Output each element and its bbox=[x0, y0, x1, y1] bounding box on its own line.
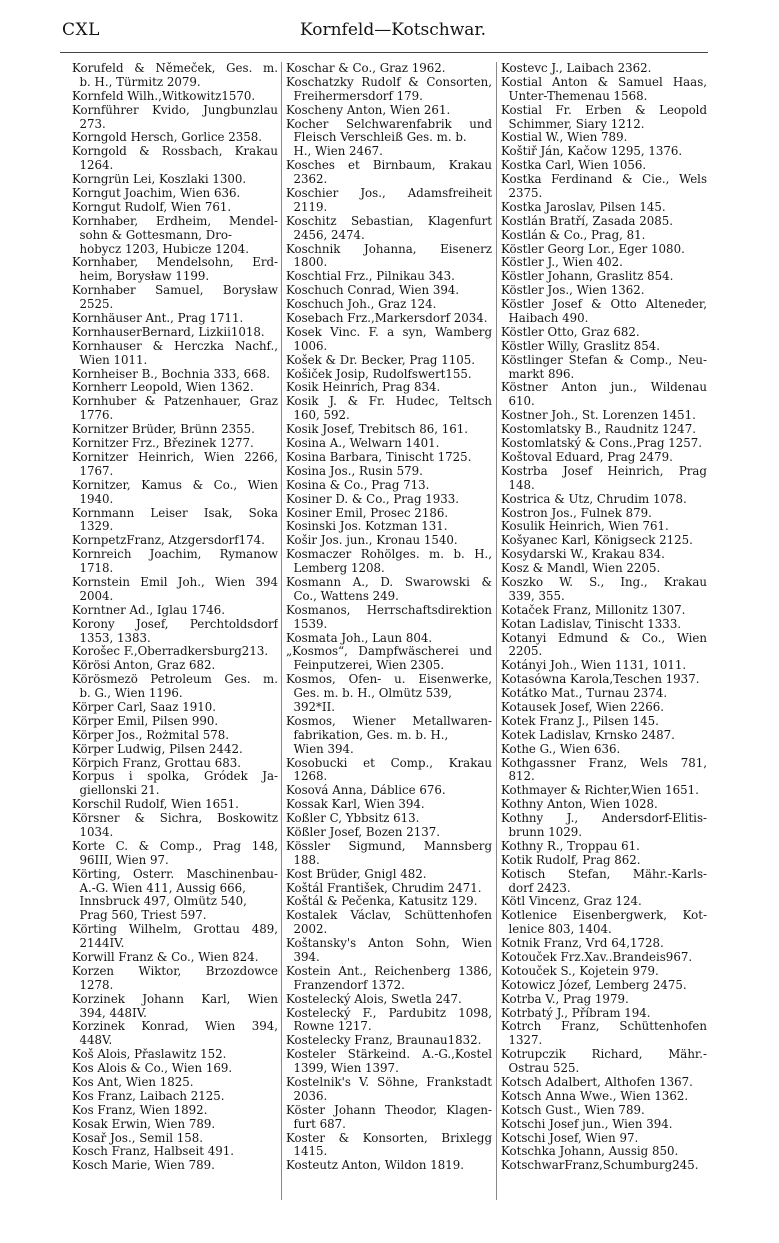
directory-line: KornpetzFranz, Atzgersdorf174. bbox=[72, 534, 265, 548]
directory-line: Kotrba V., Prag 1979. bbox=[501, 992, 629, 1006]
directory-line: 1767. bbox=[72, 464, 114, 478]
directory-line: Kostial Anton & Samuel Haas, bbox=[501, 75, 707, 89]
directory-line: b. G., Wien 1196. bbox=[72, 687, 183, 701]
directory-line: 1329. bbox=[72, 520, 114, 534]
directory-line: Koš Alois, Přaslawitz 152. bbox=[72, 1048, 227, 1062]
directory-line: Kosová Anna, Dáblice 676. bbox=[286, 784, 446, 798]
directory-line: dorf 2423. bbox=[501, 881, 571, 895]
directory-line: Kost Brüder, Gnigl 482. bbox=[286, 867, 427, 881]
directory-line: Kornhauser & Herczka Nachf., bbox=[72, 339, 278, 353]
directory-line: Kotsch Gust., Wien 789. bbox=[501, 1103, 645, 1117]
directory-line: Kosik Heinrich, Prag 834. bbox=[286, 381, 441, 395]
directory-line: Franzendorf 1372. bbox=[286, 978, 405, 992]
directory-line: Köstler Jos., Wien 1362. bbox=[501, 284, 645, 298]
directory-line: Körper Emil, Pilsen 990. bbox=[72, 714, 219, 728]
directory-line: Kostalek Václav, Schüttenhofen bbox=[286, 909, 492, 923]
directory-line: Kothe G., Wien 636. bbox=[501, 742, 621, 756]
directory-line: Kosmann A., D. Swarowski & bbox=[286, 575, 492, 589]
directory-line: Innsbruck 497, Olmütz 540, bbox=[72, 895, 247, 909]
directory-line: Kotouček S., Kojetein 979. bbox=[501, 964, 659, 978]
directory-line: Koszko W. S., Ing., Krakau bbox=[501, 575, 707, 589]
directory-line: Kosebach Frz.,Markersdorf 2034. bbox=[286, 312, 488, 326]
directory-line: Kosik Josef, Trebitsch 86, 161. bbox=[286, 423, 468, 437]
directory-line: Koschitz Sebastian, Klagenfurt bbox=[286, 214, 492, 228]
directory-line: Kostner Joh., St. Lorenzen 1451. bbox=[501, 409, 696, 423]
directory-line: Kosina & Co., Prag 713. bbox=[286, 478, 430, 492]
directory-line: 1327. bbox=[501, 1034, 543, 1048]
directory-line: 2375. bbox=[501, 187, 543, 201]
directory-line: Fleisch Verschleiß Ges. m. b. bbox=[286, 131, 467, 145]
directory-line: Freihermersdorf 179. bbox=[286, 89, 423, 103]
directory-line: Kotrch Franz, Schüttenhofen bbox=[501, 1020, 707, 1034]
directory-line: Kothgassner Franz, Wels 781, bbox=[501, 756, 707, 770]
directory-line: Kornitzer Heinrich, Wien 2266, bbox=[72, 450, 278, 464]
directory-line: Kotek Ladislav, Krnsko 2487. bbox=[501, 728, 675, 742]
directory-line: 392*II. bbox=[286, 700, 335, 714]
directory-line: Rowne 1217. bbox=[286, 1020, 372, 1034]
directory-line: Kothny R., Troppau 61. bbox=[501, 839, 640, 853]
directory-line: giellonski 21. bbox=[72, 784, 160, 798]
directory-line: Kostelecky Franz, Braunau1832. bbox=[286, 1034, 482, 1048]
directory-line: Feinputzerei, Wien 2305. bbox=[286, 659, 445, 673]
directory-line: 394, 448IV. bbox=[72, 1006, 147, 1020]
directory-line: Kotlenice Eisenbergwerk, Kot- bbox=[501, 909, 707, 923]
directory-line: Kos Ant, Wien 1825. bbox=[72, 1076, 194, 1090]
directory-line: Kosteler Stärkeind. A.-G.,Kostel bbox=[286, 1048, 492, 1062]
directory-line: 96III, Wien 97. bbox=[72, 853, 169, 867]
directory-line: Kornfeld Wilh.,Witkowitz1570. bbox=[72, 89, 256, 103]
directory-line: A.-G. Wien 411, Aussig 666, bbox=[72, 881, 246, 895]
directory-line: Schimmer, Siary 1212. bbox=[501, 117, 645, 131]
directory-line: Kornhuber & Patzenhauer, Graz bbox=[72, 395, 278, 409]
directory-line: Košiček Josip, Rudolfswert155. bbox=[286, 367, 472, 381]
directory-line: sohn & Gottesmann, Dro- bbox=[72, 228, 232, 242]
directory-line: Kornitzer Frz., Březinek 1277. bbox=[72, 437, 254, 451]
directory-line: 1539. bbox=[286, 617, 328, 631]
column-1 bbox=[72, 62, 278, 1212]
directory-line: Körösi Anton, Graz 682. bbox=[72, 659, 216, 673]
column-3 bbox=[501, 62, 707, 1212]
directory-line: hobycz 1203, Hubicze 1204. bbox=[72, 242, 250, 256]
directory-line: Korte C. & Comp., Prag 148, bbox=[72, 839, 278, 853]
directory-line: Kossak Karl, Wien 394. bbox=[286, 798, 425, 812]
directory-line: Koštoval Eduard, Prag 2479. bbox=[501, 450, 673, 464]
directory-line: 1415. bbox=[286, 1145, 328, 1159]
directory-line: Körösmezö Petroleum Ges. m. bbox=[72, 673, 278, 687]
directory-line: Kotrupczik Richard, Mähr.- bbox=[501, 1048, 707, 1062]
directory-line: Kosches et Birnbaum, Krakau bbox=[286, 159, 492, 173]
directory-line: Kötl Vincenz, Graz 124. bbox=[501, 895, 642, 909]
directory-line: Köster Johann Theodor, Klagen- bbox=[286, 1103, 492, 1117]
header-rule bbox=[60, 52, 708, 53]
directory-line: Unter-Themenau 1568. bbox=[501, 89, 648, 103]
directory-line: Kosmos, Wiener Metallwaren- bbox=[286, 714, 492, 728]
directory-line: Kosař Jos., Semil 158. bbox=[72, 1131, 204, 1145]
directory-line: Kornhaber, Mendelsohn, Erd- bbox=[72, 256, 278, 270]
directory-line: Kosobucki et Comp., Krakau bbox=[286, 756, 492, 770]
directory-line: Kothny Anton, Wien 1028. bbox=[501, 798, 658, 812]
directory-line: 448V. bbox=[72, 1034, 113, 1048]
directory-line: 1718. bbox=[72, 562, 114, 576]
directory-line: 2205. bbox=[501, 645, 543, 659]
directory-line: Kornhaber, Erdheim, Mendel- bbox=[72, 214, 278, 228]
directory-line: Kotaček Franz, Millonitz 1307. bbox=[501, 603, 686, 617]
directory-line: Köstner Anton jun., Wildenau bbox=[501, 381, 707, 395]
directory-line: Kosinski Jos. Kotzman 131. bbox=[286, 520, 448, 534]
directory-line: 148. bbox=[501, 478, 535, 492]
directory-line: 339, 355. bbox=[501, 589, 565, 603]
directory-line: Kornmann Leiser Isak, Soka bbox=[72, 506, 278, 520]
directory-line: Wien 394. bbox=[286, 742, 354, 756]
directory-line: Kotsch Adalbert, Althofen 1367. bbox=[501, 1076, 693, 1090]
directory-line: Kostlán & Co., Prag, 81. bbox=[501, 228, 646, 242]
directory-line: Kos Franz, Laibach 2125. bbox=[72, 1089, 225, 1103]
directory-line: 2002. bbox=[286, 923, 328, 937]
directory-line: Kotányi Joh., Wien 1131, 1011. bbox=[501, 659, 687, 673]
page-number: CXL bbox=[62, 20, 100, 40]
directory-line: Kosina Barbara, Tinischt 1725. bbox=[286, 450, 472, 464]
directory-line: Kothny J., Andersdorf-Elitis- bbox=[501, 812, 707, 826]
directory-line: Körpich Franz, Grottau 683. bbox=[72, 756, 241, 770]
directory-line: Koschuch Conrad, Wien 394. bbox=[286, 284, 460, 298]
directory-line: Kosmanos, Herrschaftsdirektion bbox=[286, 603, 492, 617]
directory-line: Korschil Rudolf, Wien 1651. bbox=[72, 798, 239, 812]
directory-line: Köstler J., Wien 402. bbox=[501, 256, 623, 270]
directory-line: 160, 592. bbox=[286, 409, 350, 423]
directory-line: Kotan Ladislav, Tinischt 1333. bbox=[501, 617, 682, 631]
directory-line: Kornreich Joachim, Rymanow bbox=[72, 548, 278, 562]
directory-line: Kostka Carl, Wien 1056. bbox=[501, 159, 647, 173]
page-header bbox=[0, 20, 779, 44]
directory-line: Körting, Österr. Maschinenbau- bbox=[72, 867, 278, 881]
directory-line: 1776. bbox=[72, 409, 114, 423]
directory-line: Kosiner D. & Co., Prag 1933. bbox=[286, 492, 460, 506]
directory-line: Kostevc J., Laibach 2362. bbox=[501, 62, 652, 75]
directory-line: Kotowicz Józef, Lemberg 2475. bbox=[501, 978, 687, 992]
directory-line: Kostein Ant., Reichenberg 1386, bbox=[286, 964, 492, 978]
directory-line: b. H., Türmitz 2079. bbox=[72, 75, 201, 89]
directory-line: Kotschi Josef jun., Wien 394. bbox=[501, 1117, 673, 1131]
directory-line: Kocher Selchwarenfabrik und bbox=[286, 117, 492, 131]
directory-line: 610. bbox=[501, 395, 535, 409]
directory-line: Korzen Wiktor, Brzozdowce bbox=[72, 964, 278, 978]
running-title: Kornfeld—Kotschwar. bbox=[300, 20, 487, 40]
directory-line: 1006. bbox=[286, 339, 328, 353]
directory-line: brunn 1029. bbox=[501, 825, 583, 839]
directory-line: Korntner Ad., Iglau 1746. bbox=[72, 603, 226, 617]
directory-line: Kostomlatský & Cons.,Prag 1257. bbox=[501, 437, 703, 451]
directory-line: Košir Jos. jun., Kronau 1540. bbox=[286, 534, 458, 548]
directory-line: Kornhäuser Ant., Prag 1711. bbox=[72, 312, 244, 326]
directory-line: Kosek Vinc. F. a syn, Wamberg bbox=[286, 325, 492, 339]
directory-line: Köstler Otto, Graz 682. bbox=[501, 325, 640, 339]
directory-line: Kos Franz, Wien 1892. bbox=[72, 1103, 208, 1117]
directory-line: Körsner & Sichra, Boskowitz bbox=[72, 812, 278, 826]
directory-line: Kotasówna Karola,Teschen 1937. bbox=[501, 673, 700, 687]
directory-line: Kostka Jaroslav, Pilsen 145. bbox=[501, 200, 666, 214]
directory-line: Korngut Joachim, Wien 636. bbox=[72, 187, 241, 201]
directory-line: furt 687. bbox=[286, 1117, 346, 1131]
directory-line: Kosteutz Anton, Wildon 1819. bbox=[286, 1159, 464, 1173]
directory-line: Korzinek Johann Karl, Wien bbox=[72, 992, 278, 1006]
directory-line: Co., Wattens 249. bbox=[286, 589, 399, 603]
directory-line: Kostrica & Utz, Chrudim 1078. bbox=[501, 492, 687, 506]
directory-line: Kornstein Emil Joh., Wien 394 bbox=[72, 575, 278, 589]
directory-line: Koschtial Frz., Pilnikau 343. bbox=[286, 270, 455, 284]
directory-line: Kostlán Bratří, Zasada 2085. bbox=[501, 214, 673, 228]
directory-line: Koßler C, Ybbsitz 613. bbox=[286, 812, 420, 826]
directory-line: Kostomlatsky B., Raudnitz 1247. bbox=[501, 423, 696, 437]
directory-line: Kostelecký Alois, Swetla 247. bbox=[286, 992, 462, 1006]
directory-line: Kostelecký F., Pardubitz 1098, bbox=[286, 1006, 492, 1020]
directory-line: Kotschi Josef, Wien 97. bbox=[501, 1131, 639, 1145]
directory-line: fabrikation, Ges. m. b. H., bbox=[286, 728, 449, 742]
directory-line: Köstler Georg Lor., Eger 1080. bbox=[501, 242, 685, 256]
directory-line: Kosiner Emil, Prosec 2186. bbox=[286, 506, 449, 520]
directory-line: Kostrba Josef Heinrich, Prag bbox=[501, 464, 707, 478]
directory-line: Kotnik Franz, Vrd 64,1728. bbox=[501, 937, 664, 951]
directory-line: Kotouček Frz.Xav..Brandeis967. bbox=[501, 951, 693, 964]
directory-line: Kotausek Josef, Wien 2266. bbox=[501, 700, 665, 714]
directory-line: Kosik J. & Fr. Hudec, Teltsch bbox=[286, 395, 492, 409]
directory-line: Kornhaber Samuel, Borysław bbox=[72, 284, 278, 298]
directory-line: Körper Carl, Saaz 1910. bbox=[72, 700, 217, 714]
column-2 bbox=[286, 62, 492, 1212]
directory-line: Körting Wilhelm, Grottau 489, bbox=[72, 923, 278, 937]
directory-line: Korufeld & Němeček, Ges. m. bbox=[72, 62, 278, 75]
directory-line: Kostelnik's V. Söhne, Frankstadt bbox=[286, 1076, 492, 1090]
directory-line: Koscheny Anton, Wien 261. bbox=[286, 103, 451, 117]
directory-line: Korošec F.,Oberradkersburg213. bbox=[72, 645, 269, 659]
directory-line: KornhauserBernard, Lizkii1018. bbox=[72, 325, 265, 339]
directory-line: Kotrbatý J., Příbram 194. bbox=[501, 1006, 651, 1020]
directory-line: Ostrau 525. bbox=[501, 1062, 580, 1076]
directory-line: 1034. bbox=[72, 825, 114, 839]
directory-line: Kößler Josef, Bozen 2137. bbox=[286, 825, 441, 839]
directory-line: Kosak Erwin, Wien 789. bbox=[72, 1117, 216, 1131]
directory-line: Kothmayer & Richter,Wien 1651. bbox=[501, 784, 699, 798]
directory-line: 2004. bbox=[72, 589, 114, 603]
directory-line: Köstler Josef & Otto Alteneder, bbox=[501, 298, 707, 312]
directory-line: 1940. bbox=[72, 492, 114, 506]
directory-line: heim, Borysław 1199. bbox=[72, 270, 210, 284]
directory-line: KotschwarFranz,Schumburg245. bbox=[501, 1159, 699, 1173]
directory-line: 394. bbox=[286, 951, 320, 964]
directory-line: Kosina A., Welwarn 1401. bbox=[286, 437, 440, 451]
directory-line: Kos Alois & Co., Wien 169. bbox=[72, 1062, 233, 1076]
directory-line: Kornführer Kvido, Jungbunzlau bbox=[72, 103, 278, 117]
directory-line: 1278. bbox=[72, 978, 114, 992]
directory-line: Kotschka Johann, Aussig 850. bbox=[501, 1145, 679, 1159]
directory-line: 273. bbox=[72, 117, 106, 131]
directory-line: Koštansky's Anton Sohn, Wien bbox=[286, 937, 492, 951]
directory-line: Kornitzer Brüder, Brünn 2355. bbox=[72, 423, 255, 437]
directory-line: 1264. bbox=[72, 159, 114, 173]
directory-line: Koštál & Pečenka, Katusitz 129. bbox=[286, 895, 478, 909]
directory-line: Koschnik Johanna, Eisenerz bbox=[286, 242, 492, 256]
directory-line: Kosmaczer Rohölges. m. b. H., bbox=[286, 548, 492, 562]
directory-line: Kornheiser B., Bochnia 333, 668. bbox=[72, 367, 270, 381]
directory-line: Haibach 490. bbox=[501, 312, 589, 326]
directory-line: 2456, 2474. bbox=[286, 228, 365, 242]
directory-line: Köstler Willy, Graslitz 854. bbox=[501, 339, 661, 353]
directory-line: Korony Josef, Perchtoldsdorf bbox=[72, 617, 278, 631]
directory-line: Kosch Marie, Wien 789. bbox=[72, 1159, 215, 1173]
directory-line: 2119. bbox=[286, 200, 328, 214]
directory-line: Korngold & Rossbach, Krakau bbox=[72, 145, 278, 159]
directory-line: Kostron Jos., Fulnek 879. bbox=[501, 506, 652, 520]
directory-line: Korwill Franz & Co., Wien 824. bbox=[72, 951, 259, 964]
directory-line: Wien 1011. bbox=[72, 353, 148, 367]
directory-line: 2525. bbox=[72, 298, 114, 312]
directory-line: Körper Jos., Rożmital 578. bbox=[72, 728, 230, 742]
directory-line: Koštál František, Chrudim 2471. bbox=[286, 881, 482, 895]
directory-line: 2144IV. bbox=[72, 937, 125, 951]
directory-line: Kosmos, Ofen- u. Eisenwerke, bbox=[286, 673, 492, 687]
directory-line: 188. bbox=[286, 853, 320, 867]
directory-line: Kotisch Stefan, Mähr.-Karls- bbox=[501, 867, 707, 881]
directory-line: Korngold Hersch, Gorlice 2358. bbox=[72, 131, 263, 145]
directory-line: Kosz & Mandl, Wien 2205. bbox=[501, 562, 661, 576]
directory-line: markt 896. bbox=[501, 367, 575, 381]
directory-line: H., Wien 2467. bbox=[286, 145, 383, 159]
directory-line: Korngrün Lei, Koszlaki 1300. bbox=[72, 173, 247, 187]
directory-line: Köstler Johann, Graslitz 854. bbox=[501, 270, 674, 284]
directory-line: Koschar & Co., Graz 1962. bbox=[286, 62, 446, 75]
directory-line: lenice 803, 1404. bbox=[501, 923, 612, 937]
directory-line: Kosydarski W., Krakau 834. bbox=[501, 548, 665, 562]
directory-line: Kosulik Heinrich, Wien 761. bbox=[501, 520, 669, 534]
directory-line: Koschatzky Rudolf & Consorten, bbox=[286, 75, 492, 89]
directory-line: Koštiř Ján, Kačow 1295, 1376. bbox=[501, 145, 683, 159]
directory-line: Koschuch Joh., Graz 124. bbox=[286, 298, 437, 312]
directory-line: Košyanec Karl, Königseck 2125. bbox=[501, 534, 693, 548]
directory-line: 1800. bbox=[286, 256, 328, 270]
directory-line: Kosmata Joh., Laun 804. bbox=[286, 631, 433, 645]
column-divider bbox=[281, 62, 282, 1200]
directory-line: 2362. bbox=[286, 173, 328, 187]
directory-line: Ges. m. b. H., Olmütz 539, bbox=[286, 687, 452, 701]
directory-line: Koster & Konsorten, Brixlegg bbox=[286, 1131, 492, 1145]
directory-line: 812. bbox=[501, 770, 535, 784]
directory-line: Kostial W., Wien 789. bbox=[501, 131, 628, 145]
directory-line: Kornherr Leopold, Wien 1362. bbox=[72, 381, 254, 395]
directory-line: Kostka Ferdinand & Cie., Wels bbox=[501, 173, 707, 187]
directory-line: Kosch Franz, Halbseit 491. bbox=[72, 1145, 234, 1159]
directory-line: „Kosmos“, Dampfwäscherei und bbox=[286, 645, 492, 659]
directory-line: Kosina Jos., Rusin 579. bbox=[286, 464, 423, 478]
column-divider bbox=[496, 62, 497, 1200]
directory-line: 1399, Wien 1397. bbox=[286, 1062, 399, 1076]
directory-line: Koschier Jos., Adamsfreiheit bbox=[286, 187, 492, 201]
directory-line: Kostial Fr. Erben & Leopold bbox=[501, 103, 707, 117]
directory-line: Košek & Dr. Becker, Prag 1105. bbox=[286, 353, 475, 367]
directory-line: Korpus i spolka, Gródek Ja- bbox=[72, 770, 278, 784]
directory-line: Korngut Rudolf, Wien 761. bbox=[72, 200, 232, 214]
directory-line: Kotek Franz J., Pilsen 145. bbox=[501, 714, 659, 728]
directory-line: 1268. bbox=[286, 770, 328, 784]
directory-line: Kornitzer, Kamus & Co., Wien bbox=[72, 478, 278, 492]
directory-line: Prag 560, Triest 597. bbox=[72, 909, 207, 923]
directory-line: Köstlinger Stefan & Comp., Neu- bbox=[501, 353, 707, 367]
directory-line: Korzinek Konrad, Wien 394, bbox=[72, 1020, 278, 1034]
directory-line: Körper Ludwig, Pilsen 2442. bbox=[72, 742, 243, 756]
directory-line: 2036. bbox=[286, 1089, 328, 1103]
directory-line: Kotik Rudolf, Prag 862. bbox=[501, 853, 641, 867]
directory-line: Kotsch Anna Wwe., Wien 1362. bbox=[501, 1089, 689, 1103]
directory-line: 1353, 1383. bbox=[72, 631, 151, 645]
directory-line: Lemberg 1208. bbox=[286, 562, 385, 576]
directory-line: Kotanyi Edmund & Co., Wien bbox=[501, 631, 707, 645]
directory-line: Kotátko Mat., Turnau 2374. bbox=[501, 687, 668, 701]
directory-line: Kössler Sigmund, Mannsberg bbox=[286, 839, 492, 853]
